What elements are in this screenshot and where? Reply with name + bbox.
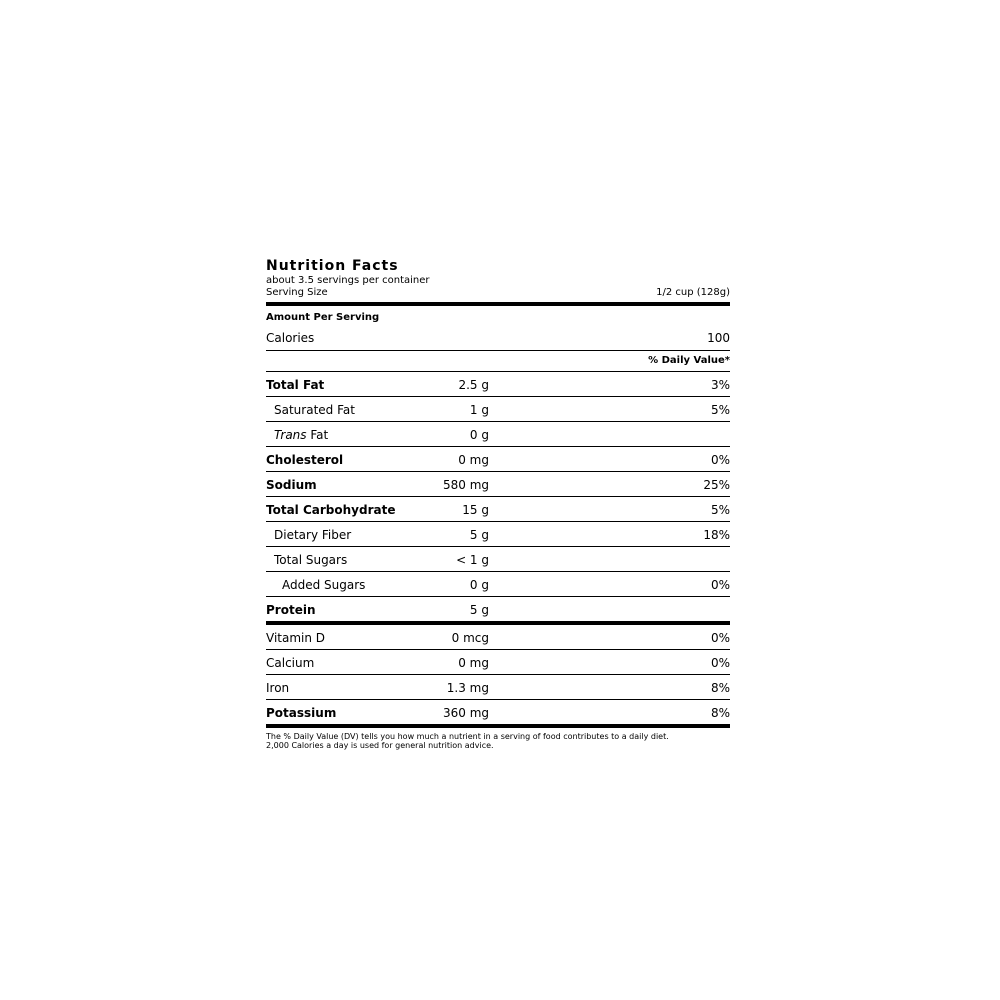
nutrient-dv: 25% — [703, 478, 730, 492]
nutrient-amount: 1 g — [469, 403, 489, 417]
vitamin-name: Calcium — [266, 656, 315, 670]
vitamin-amount: 0 mg — [458, 656, 489, 670]
nutrient-row-trans-fat — [266, 422, 730, 447]
vitamin-dv: 8% — [710, 681, 730, 695]
nutrient-row-cholesterol — [266, 447, 730, 472]
trans-italic: Trans — [274, 428, 307, 442]
nutrient-dv: 5% — [710, 403, 730, 417]
nutrient-row-protein — [266, 597, 730, 621]
servings-per-container: about 3.5 servings per container — [266, 275, 430, 286]
nutrient-row-total-carbohydrate — [266, 497, 730, 522]
trans-rest: Fat — [306, 428, 329, 442]
footnote-line-1: The % Daily Value (DV) tells you how much a nutrient in a serving of food contributes to a daily diet. — [266, 732, 669, 741]
nutrient-amount: 0 g — [469, 428, 489, 442]
nutrient-amount: 0 mg — [458, 453, 489, 467]
vitamin-name: Potassium — [266, 706, 337, 720]
calories-label: Calories — [266, 331, 315, 345]
nutrient-name: Sodium — [266, 478, 317, 492]
vitamin-amount: 360 mg — [442, 706, 489, 720]
vitamin-row-vitamin-d — [266, 625, 730, 650]
nutrient-amount: 5 g — [469, 528, 489, 542]
vitamin-dv: 0% — [710, 631, 730, 645]
nutrient-amount: < 1 g — [456, 553, 489, 567]
label-title: Nutrition Facts — [266, 258, 399, 274]
daily-value-header: % Daily Value* — [266, 351, 730, 372]
nutrient-dv: 0% — [710, 453, 730, 467]
nutrient-dv: 0% — [710, 578, 730, 592]
nutrient-row-added-sugars — [266, 572, 730, 597]
nutrient-name: Total Carbohydrate — [266, 503, 396, 517]
nutrient-amount: 580 mg — [442, 478, 489, 492]
vitamin-row-potassium — [266, 700, 730, 724]
calories-row — [266, 329, 730, 351]
serving-size-value: 1/2 cup (128g) — [656, 287, 730, 298]
nutrition-facts-label — [266, 258, 730, 750]
calories-value: 100 — [707, 331, 730, 345]
serving-size-row — [266, 287, 730, 302]
nutrient-name: Total Sugars — [274, 553, 348, 567]
vitamin-amount: 0 mcg — [451, 631, 489, 645]
nutrient-row-total-sugars — [266, 547, 730, 572]
vitamin-name: Iron — [266, 681, 290, 695]
nutrient-amount: 15 g — [462, 503, 489, 517]
nutrient-name: Cholesterol — [266, 453, 344, 467]
nutrient-name: Total Fat — [266, 378, 325, 392]
vitamin-dv: 8% — [710, 706, 730, 720]
nutrient-row-saturated-fat — [266, 397, 730, 422]
nutrient-row-sodium — [266, 472, 730, 497]
vitamin-amount: 1.3 mg — [446, 681, 489, 695]
footnote-line-2: 2,000 Calories a day is used for general nutrition advice. — [266, 741, 494, 750]
nutrient-name: Protein — [266, 603, 316, 617]
nutrient-dv: 5% — [710, 503, 730, 517]
nutrient-row-dietary-fiber — [266, 522, 730, 547]
nutrient-amount: 5 g — [469, 603, 489, 617]
nutrient-dv: 18% — [703, 528, 730, 542]
amount-per-serving: Amount Per Serving — [266, 312, 380, 323]
nutrient-row-total-fat — [266, 372, 730, 397]
nutrient-name: Added Sugars — [282, 578, 366, 592]
vitamin-name: Vitamin D — [266, 631, 326, 645]
nutrient-name: Saturated Fat — [274, 403, 355, 417]
serving-size-label: Serving Size — [266, 287, 328, 298]
nutrient-name: Dietary Fiber — [274, 528, 352, 542]
nutrient-amount: 2.5 g — [458, 378, 489, 392]
nutrient-dv: 3% — [710, 378, 730, 392]
nutrient-name — [266, 423, 328, 447]
vitamin-row-iron — [266, 675, 730, 700]
vitamin-row-calcium — [266, 650, 730, 675]
daily-value-footnote — [266, 732, 730, 750]
vitamin-dv: 0% — [710, 656, 730, 670]
nutrient-amount: 0 g — [469, 578, 489, 592]
